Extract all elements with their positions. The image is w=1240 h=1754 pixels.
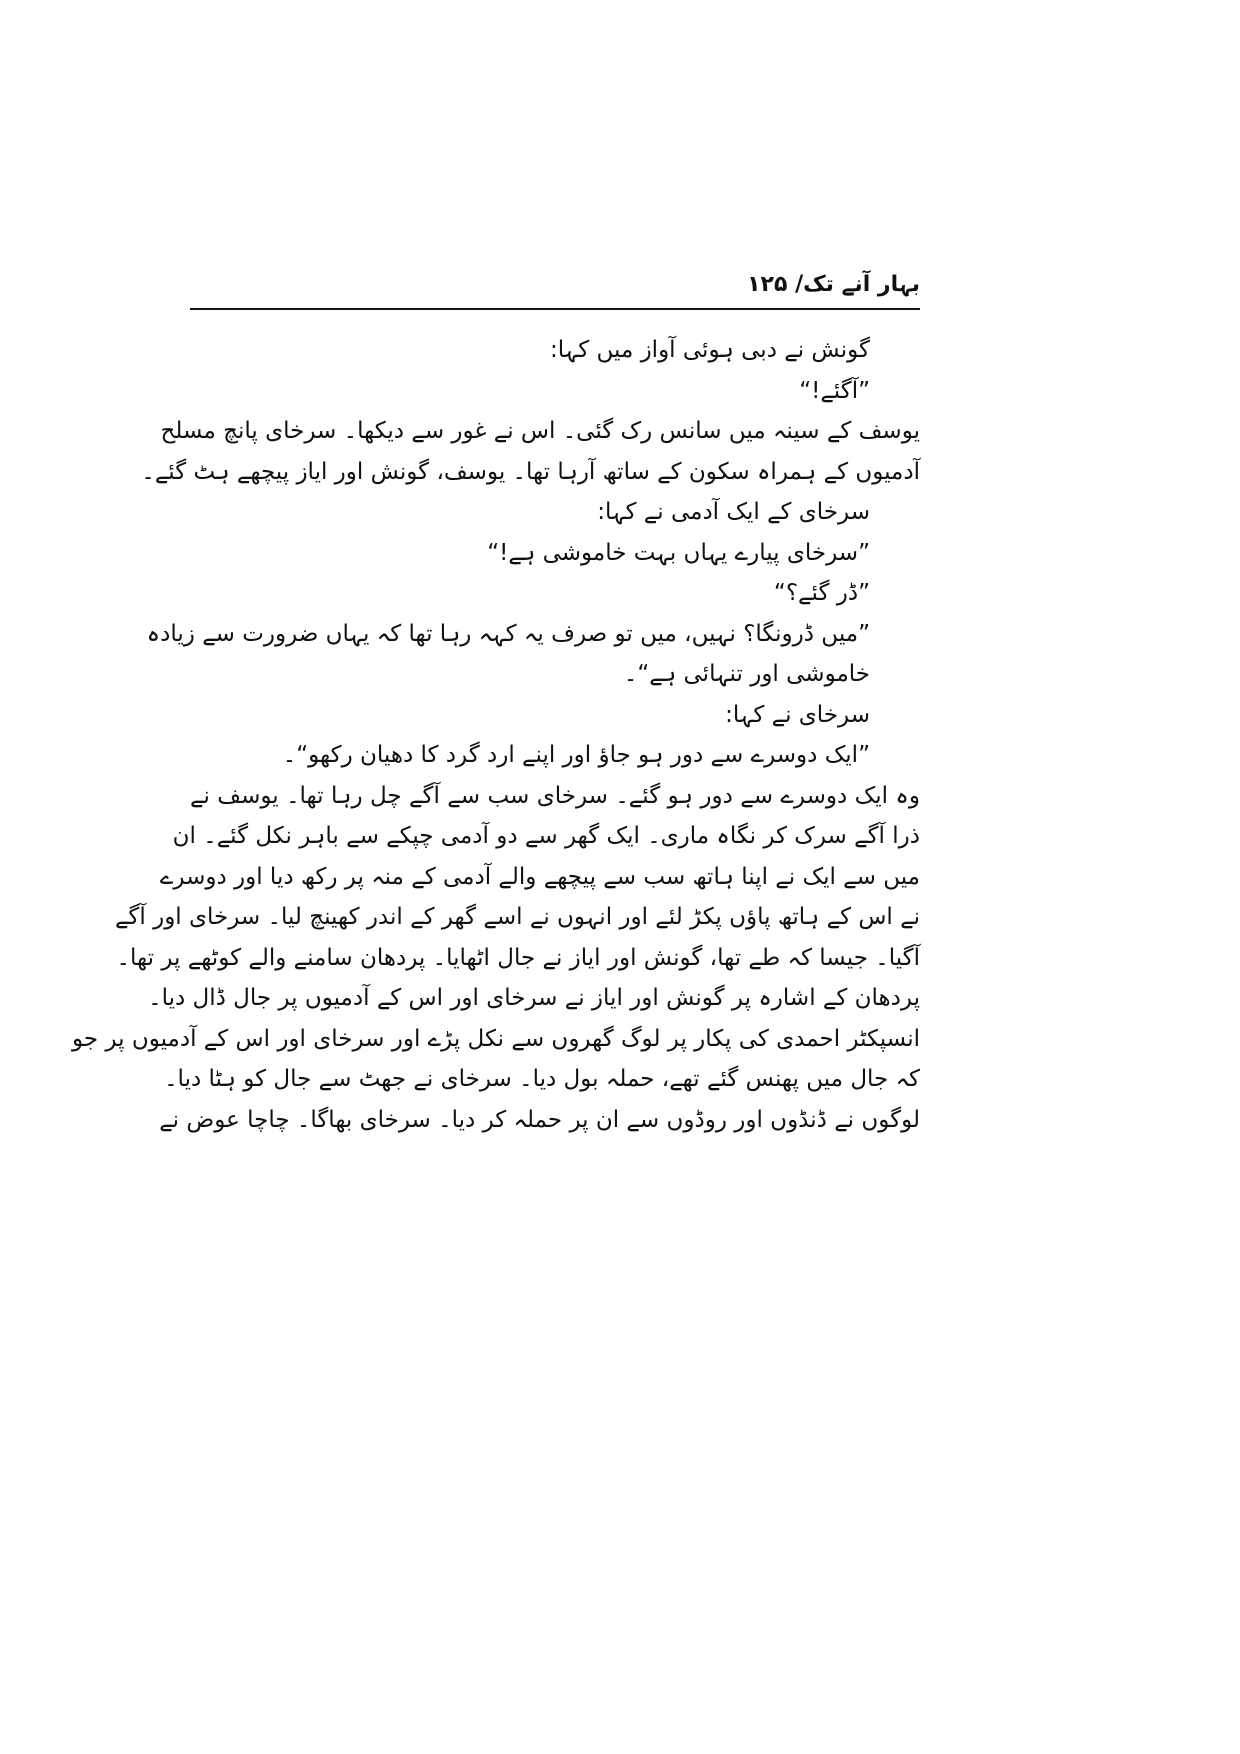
running-head: بہار آنے تک/ ۱۲۵ — [747, 272, 920, 297]
body-text — [72, 330, 920, 1140]
text-line: انسپکٹر احمدی کی پکار پر لوگ گھروں سے نکل پڑے اور سرخای اور اس کے آدمیوں پر جو — [72, 1025, 920, 1052]
text-line: خاموشی اور تنہائی ہے“۔ — [623, 661, 870, 687]
text-line: ”ایک دوسرے سے دور ہو جاؤ اور اپنے ارد گرد کا دھیان رکھو“۔ — [282, 742, 870, 768]
text-line: یوسف کے سینہ میں سانس رک گئی۔ اس نے غور سے دیکھا۔ سرخای پانچ مسلح — [160, 418, 920, 444]
text-line: پردھان کے اشارہ پر گونش اور ایاز نے سرخای اور اس کے آدمیوں پر جال ڈال دیا۔ — [148, 985, 920, 1011]
text-line: لوگوں نے ڈنڈوں اور روڈوں سے ان پر حملہ کر دیا۔ سرخای بھاگا۔ چاچا عوض نے — [159, 1106, 920, 1133]
text-line: وہ ایک دوسرے سے دور ہو گئے۔ سرخای سب سے آگے چل رہا تھا۔ یوسف نے — [190, 782, 920, 809]
header-rule — [190, 308, 920, 310]
text-line: ”ڈر گئے؟“ — [773, 580, 870, 606]
text-line: کہ جال میں پھنس گئے تھے، حملہ بول دیا۔ سرخای نے جھٹ سے جال کو ہٹا دیا۔ — [164, 1066, 920, 1092]
text-line: آگیا۔ جیسا کہ طے تھا، گونش اور ایاز نے جال اٹھایا۔ پردھان سامنے والے کوٹھے پر تھا۔ — [116, 944, 920, 971]
text-line: ”سرخای پیارے یہاں بہت خاموشی ہے!“ — [487, 539, 870, 566]
page-header — [190, 270, 920, 304]
text-line: میں سے ایک نے اپنا ہاتھ سب سے پیچھے والے آدمی کے منہ پر رکھ دیا اور دوسرے — [159, 863, 920, 890]
text-line: گونش نے دبی ہوئی آواز میں کہا: — [550, 337, 870, 363]
text-line: نے اس کے ہاتھ پاؤں پکڑ لئے اور انہوں نے اسے گھر کے اندر کھینچ لیا۔ سرخای اور آگے — [114, 904, 920, 930]
text-line: ”میں ڈرونگا؟ نہیں، میں تو صرف یہ کہہ رہا تھا کہ یہاں ضرورت سے زیادہ — [146, 620, 870, 647]
text-line: سرخای نے کہا: — [725, 701, 870, 728]
text-line: ”آگئے!“ — [799, 377, 870, 404]
text-line: آدمیوں کے ہمراہ سکون کے ساتھ آرہا تھا۔ یوسف، گونش اور ایاز پیچھے ہٹ گئے۔ — [141, 458, 920, 485]
text-line: ذرا آگے سرک کر نگاہ ماری۔ ایک گھر سے دو آدمی چپکے سے باہر نکل گئے۔ ان — [172, 823, 920, 849]
text-line: سرخای کے ایک آدمی نے کہا: — [597, 499, 870, 525]
